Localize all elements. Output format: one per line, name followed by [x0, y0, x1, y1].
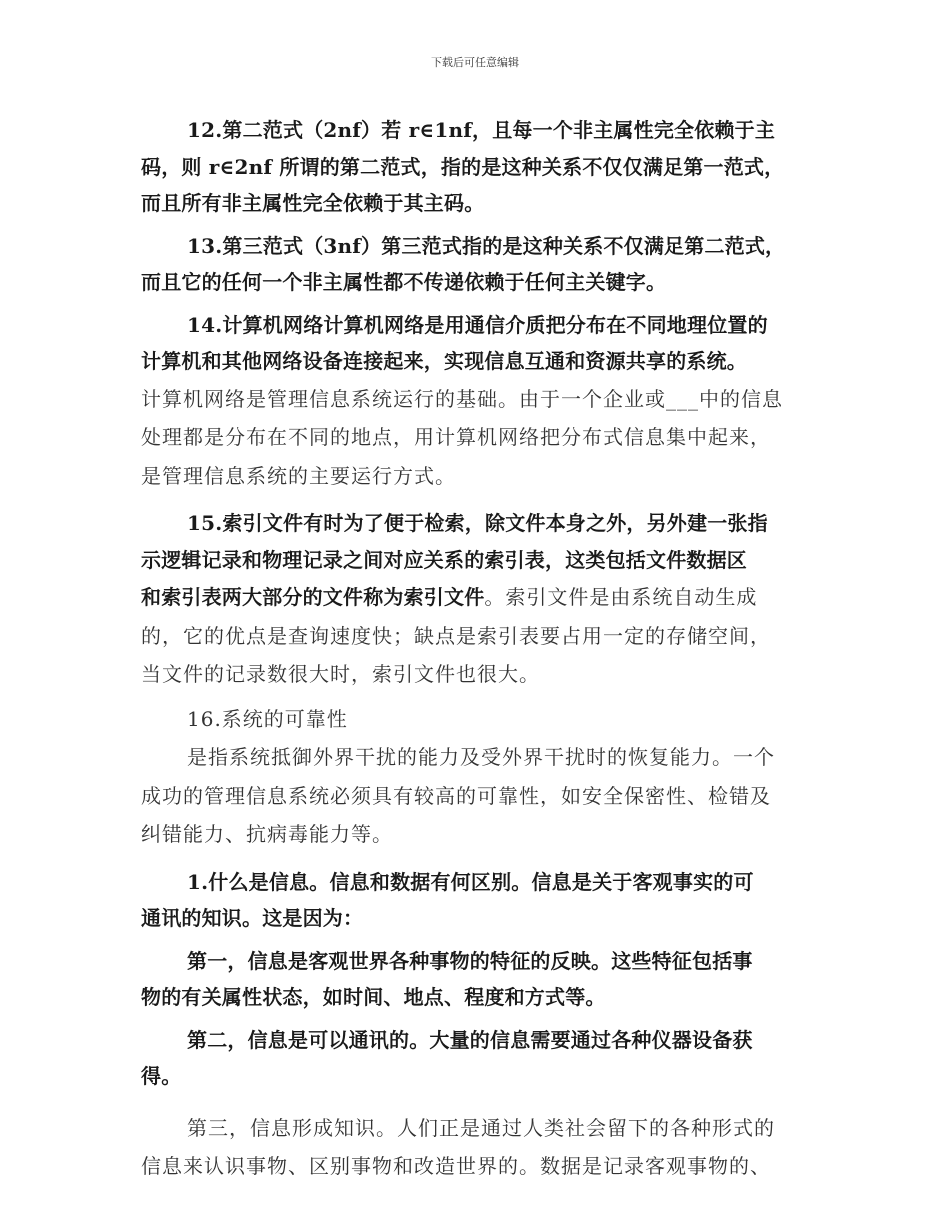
text-line-bold-part: 和索引表两大部分的文件称为索引文件: [141, 585, 485, 609]
text-line: 13.第三范式（3nf）第三范式指的是这种关系不仅满足第二范式，: [187, 233, 786, 258]
text-line: 是管理信息系统的主要运行方式。: [141, 463, 456, 488]
text-line: 示逻辑记录和物理记录之间对应关系的索引表，这类包括文件数据区: [141, 547, 747, 572]
paragraph-index-file: [141, 505, 813, 617]
text-line: 15.索引文件有时为了便于检索，除文件本身之外，另外建一张指: [187, 511, 768, 535]
text-line-normal-part: 。索引文件是由系统自动生成: [484, 585, 758, 609]
text-line: 而且它的任何一个非主属性都不传递依赖于任何主关键字。: [141, 270, 667, 294]
text-line: 得。: [141, 1064, 182, 1088]
paragraph-third-point: [141, 1109, 813, 1186]
text-line: 12.第二范式（2nf）若 r∈1nf，且每一个非主属性完全依赖于主: [187, 118, 776, 142]
paragraph-second-point: [141, 1022, 813, 1095]
text-line: 码，则 r∈2nf 所谓的第二范式，指的是这种关系不仅仅满足第一范式，: [141, 154, 785, 179]
text-line: 当文件的记录数很大时，索引文件也很大。: [141, 662, 540, 686]
text-line: 14.计算机网络计算机网络是用通信介质把分布在不同地理位置的: [187, 312, 768, 337]
paragraph-computer-network: [141, 307, 813, 380]
text-line: 第三，信息形成知识。人们正是通过人类社会留下的各种形式的: [187, 1115, 775, 1140]
text-line: 处理都是分布在不同的地点，用计算机网络把分布式信息集中起来，: [141, 425, 771, 449]
text-line: 第二，信息是可以通讯的。大量的信息需要通过各种仪器设备获: [187, 1027, 753, 1052]
text-line: 是指系统抵御外界干扰的能力及受外界干扰时的恢复能力。一个: [187, 745, 775, 769]
text-line: 纠错能力、抗病毒能力等。: [141, 822, 393, 846]
text-line: 16.系统的可靠性: [187, 706, 348, 731]
text-line: 物的有关属性状态，如时间、地点、程度和方式等。: [141, 985, 606, 1009]
text-line: 计算机和其他网络设备连接起来，实现信息互通和资源共享的系统。: [141, 349, 747, 373]
paragraph-what-is-information: [141, 864, 813, 937]
paragraph-network-explanation: [141, 380, 813, 496]
paragraph-reliability-definition: [141, 738, 813, 854]
text-line: 1.什么是信息。信息和数据有何区别。信息是关于客观事实的可: [187, 869, 754, 894]
heading-system-reliability: [141, 700, 813, 739]
document-body: [141, 112, 813, 1186]
text-line: 成功的管理信息系统必须具有较高的可靠性，如安全保密性、检错及: [141, 783, 771, 808]
text-line: 信息来认识事物、区别事物和改造世界的。数据是记录客观事物的、: [141, 1154, 771, 1178]
text-line: 计算机网络是管理信息系统运行的基础。由于一个企业或___中的信息: [141, 386, 783, 411]
text-line: 的，它的优点是查询速度快；缺点是索引表要占用一定的存储空间，: [141, 623, 771, 648]
paragraph-third-normal-form: [141, 228, 813, 301]
text-line: 通讯的知识。这是因为：: [141, 906, 364, 930]
paragraph-index-file-explanation: [141, 617, 813, 694]
text-line: 第一，信息是客观世界各种事物的特征的反映。这些特征包括事: [187, 948, 753, 973]
paragraph-second-normal-form: [141, 112, 813, 222]
paragraph-first-point: [141, 943, 813, 1016]
text-line: 而且所有非主属性完全依赖于其主码。: [141, 191, 485, 215]
page-header-note: 下载后可任意编辑: [431, 56, 519, 69]
